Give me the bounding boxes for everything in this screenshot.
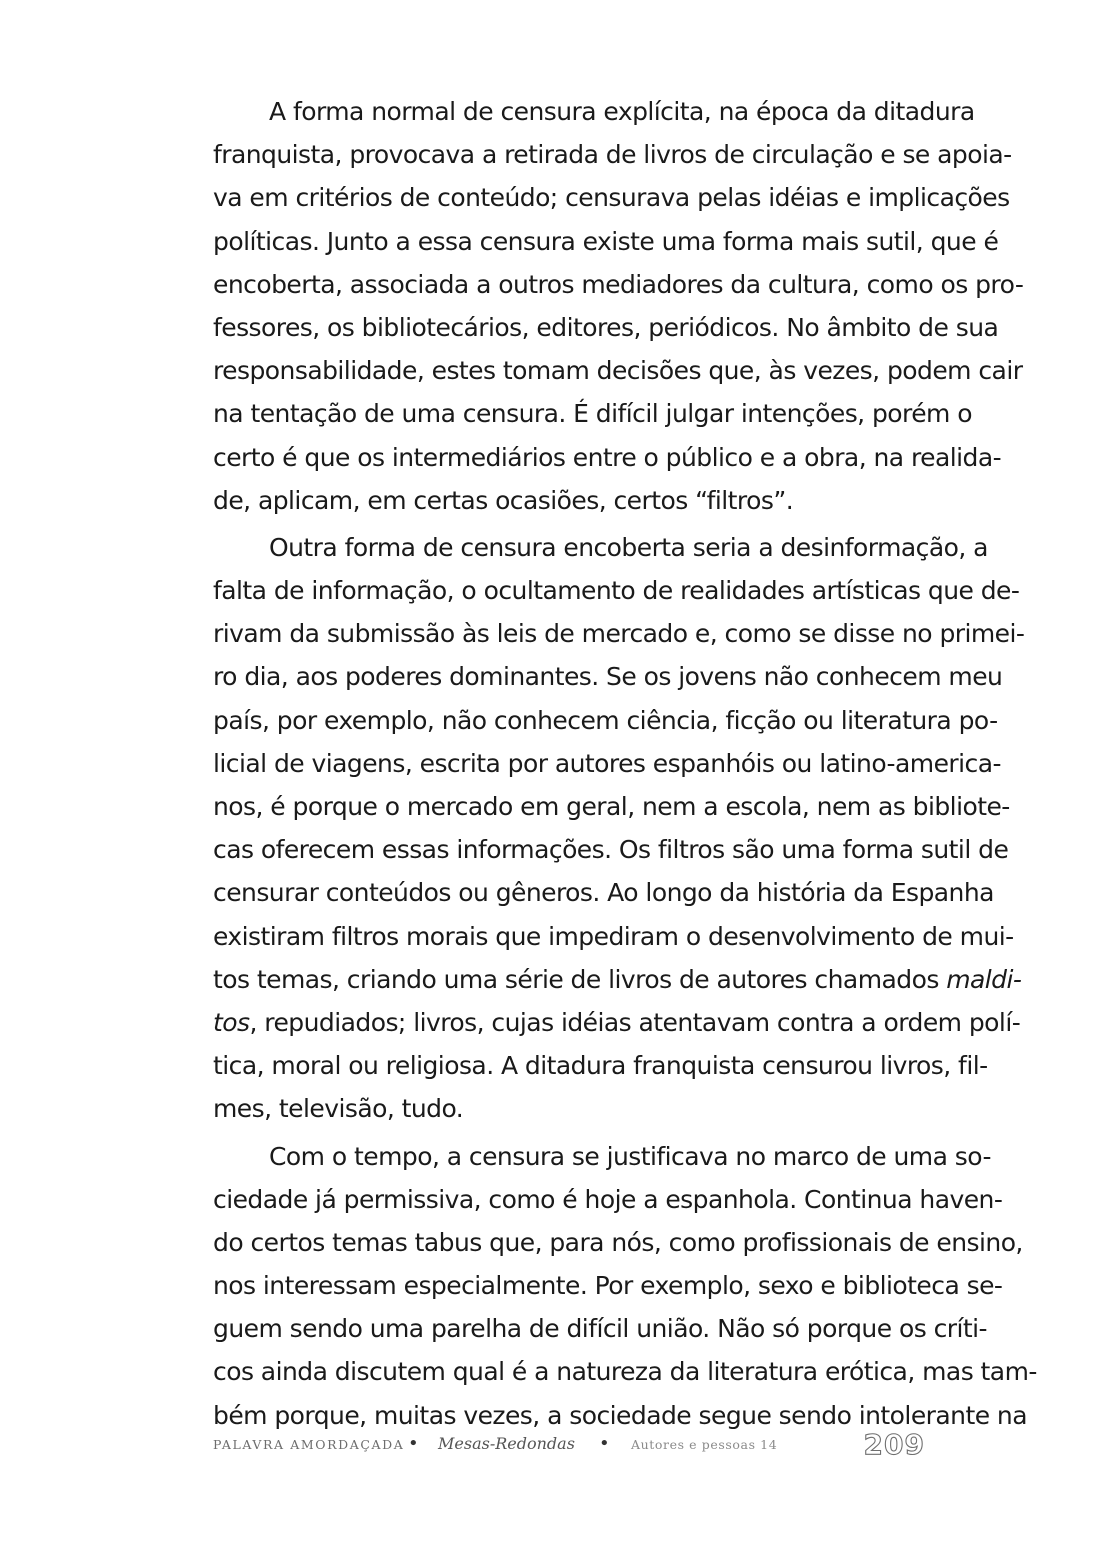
- text-run: , repudiados; livros, cujas idéias atentavam contra a ordem polí-: [249, 1007, 1021, 1037]
- text-run: tos temas, criando uma série de livros de autores chamados: [213, 964, 947, 994]
- running-subsection-title: Autores e pessoas 14: [631, 1437, 778, 1452]
- page-number: 209: [863, 1428, 925, 1461]
- text-line: [213, 958, 1022, 1001]
- text-line: tica, moral ou religiosa. A ditadura franquista censurou livros, fil-: [213, 1051, 988, 1081]
- text-line: [213, 1001, 1021, 1044]
- text-line: rivam da submissão às leis de mercado e, como se disse no primei-: [213, 619, 1025, 649]
- running-book-title: PALAVRA AMORDAÇADA: [213, 1437, 405, 1452]
- running-section-title: Mesas-Redondas: [438, 1434, 575, 1453]
- text-line: ciedade já permissiva, como é hoje a espanhola. Continua haven-: [213, 1184, 1003, 1214]
- text-line: licial de viagens, escrita por autores espanhóis ou latino-america-: [213, 748, 1001, 778]
- text-line: existiram filtros morais que impediram o desenvolvimento de mui-: [213, 921, 1014, 951]
- footer-bullet: •: [408, 1433, 419, 1454]
- text-line: A forma normal de censura explícita, na época da ditadura: [269, 97, 975, 126]
- text-line: do certos temas tabus que, para nós, como profissionais de ensino,: [213, 1227, 1023, 1257]
- text-line: cas oferecem essas informações. Os filtros são uma forma sutil de: [213, 835, 1009, 865]
- text-line: responsabilidade, estes tomam decisões que, às vezes, podem cair: [213, 356, 1023, 386]
- text-line: certo é que os intermediários entre o público e a obra, na realida-: [213, 442, 1002, 472]
- text-line: Com o tempo, a censura se justificava no marco de uma so-: [269, 1141, 991, 1171]
- text-line: fessores, os bibliotecários, editores, periódicos. No âmbito de sua: [213, 312, 999, 342]
- text-line: políticas. Junto a essa censura existe uma forma mais sutil, que é: [213, 226, 999, 256]
- text-line: falta de informação, o ocultamento de realidades artísticas que de-: [213, 576, 1020, 606]
- text-line: va em critérios de conteúdo; censurava pelas idéias e implicações: [213, 183, 1010, 213]
- text-line: nos, é porque o mercado em geral, nem a escola, nem as bibliote-: [213, 792, 1010, 821]
- body-text: [213, 90, 1037, 1437]
- text-line: nos interessam especialmente. Por exemplo, sexo e biblioteca se-: [213, 1271, 1003, 1301]
- italic-text: tos: [213, 1007, 250, 1037]
- text-line: ro dia, aos poderes dominantes. Se os jovens não conhecem meu: [213, 662, 1003, 692]
- text-line: mes, televisão, tudo.: [213, 1094, 464, 1124]
- text-line: guem sendo uma parelha de difícil união. Não só porque os críti-: [213, 1314, 988, 1344]
- paragraph-2: [213, 526, 1025, 1131]
- text-line: franquista, provocava a retirada de livros de circulação e se apoia-: [213, 140, 1012, 170]
- footer-bullet: •: [599, 1433, 610, 1454]
- italic-text: maldi-: [946, 964, 1022, 994]
- text-line: país, por exemplo, não conhecem ciência, ficção ou literatura po-: [213, 705, 998, 735]
- paragraph-1: [213, 90, 1024, 522]
- text-line: cos ainda discutem qual é a natureza da literatura erótica, mas tam-: [213, 1357, 1037, 1387]
- text-line: na tentação de uma censura. É difícil julgar intenções, porém o: [213, 399, 972, 429]
- paragraph-3: [213, 1135, 1037, 1437]
- page-footer: [213, 1425, 925, 1465]
- text-line: de, aplicam, em certas ocasiões, certos “filtros”.: [213, 485, 794, 515]
- text-line: Outra forma de censura encoberta seria a desinformação, a: [269, 532, 988, 562]
- text-line: encoberta, associada a outros mediadores da cultura, como os pro-: [213, 269, 1024, 299]
- text-line: bém porque, muitas vezes, a sociedade segue sendo intolerante na: [213, 1400, 1027, 1430]
- text-line: censurar conteúdos ou gêneros. Ao longo da história da Espanha: [213, 878, 994, 908]
